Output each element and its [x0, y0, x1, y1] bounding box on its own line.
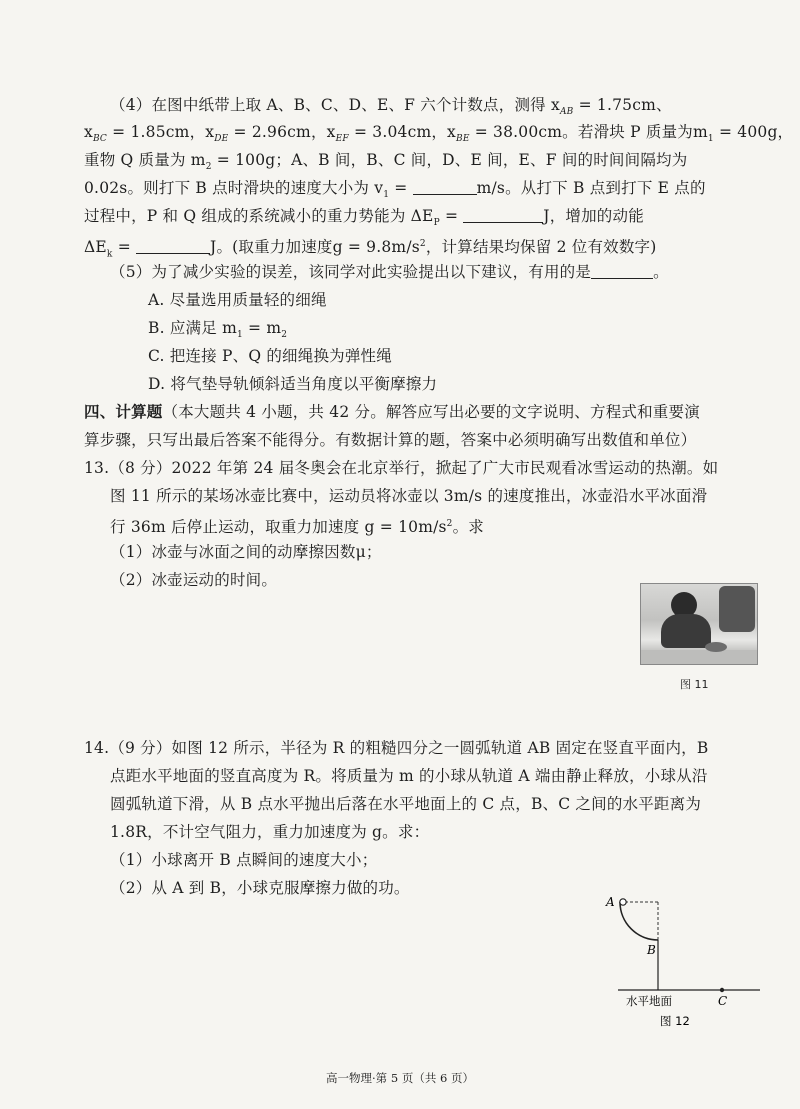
q12-option-b: B. 应满足 $m_1 = m_2$ [148, 319, 288, 341]
page-footer: 高一物理·第 5 页（共 6 页） [326, 1071, 474, 1085]
q13-line3: 行 36m 后停止运动，取重力加速度 $g = 10m/s^2$。求 [110, 518, 485, 537]
q13-sub2: （2）冰壶运动的时间。 [110, 571, 278, 589]
q12-item4-line2: $x_{BC} = 1.85cm$，$x_{DE} = 2.96cm$，$x_{EF} = 3.04cm$，$x_{BE} = 38.00cm$。若滑块 P 质量为$m_1 = 400g$， [84, 123, 794, 145]
fig12-diagram [600, 890, 770, 1030]
q12-option-c: C. 把连接 P、Q 的细绳换为弹性绳 [148, 347, 392, 365]
point-c [720, 988, 724, 992]
section-title: 四、计算题 [84, 402, 163, 421]
answer-blank-v1[interactable] [413, 178, 477, 195]
arc-track [620, 902, 658, 940]
q12-item4-line4: 0.02s。则打下 B 点时滑块的速度大小为 $v_1 = m/s$。从打下 B 点到打下 E 点的 [84, 179, 706, 201]
answer-blank-item5[interactable] [591, 262, 653, 279]
q12-item4-line6: $\Delta E_k = J$。(取重力加速度$g = 9.8m/s^2$，计算结果均保留 2 位有效数字) [84, 238, 657, 260]
q14-line2: 点距水平地面的竖直高度为 R。将质量为 m 的小球从轨道 A 端由静止释放，小球从沿 [110, 767, 708, 785]
q14-sub2: （2）从 A 到 B，小球克服摩擦力做的功。 [110, 879, 410, 897]
label-a: A [606, 895, 615, 909]
q13-line1: 13.（8 分）2022 年第 24 届冬奥会在北京举行，掀起了广大市民观看冰雪运动的热潮。如 [84, 459, 719, 477]
curling-photo [640, 583, 758, 665]
q12-item4-line5: 过程中，P 和 Q 组成的系统减小的重力势能为 $\Delta E_P = J$，增加的动能 [84, 207, 644, 229]
q13-sub1: （1）冰壶与冰面之间的动摩擦因数μ； [110, 543, 382, 561]
q12-item5-stem: （5）为了减少实验的误差，该同学对此实验提出以下建议，有用的是 。 [110, 263, 669, 281]
fig12-caption: 图 12 [660, 1014, 690, 1028]
q14-line4: 1.8R，不计空气阻力，重力加速度为 g。求： [110, 823, 430, 841]
ground-label: 水平地面 [626, 994, 672, 1008]
answer-blank-ek[interactable] [136, 237, 210, 254]
q14-sub1: （1）小球离开 B 点瞬间的速度大小； [110, 851, 378, 869]
section-desc-line2: 算步骤，只写出最后答案不能得分。有数据计算的题，答案中必须明确写出数值和单位） [84, 431, 697, 449]
fig11-caption: 图 11 [680, 678, 709, 691]
label-b: B [647, 943, 656, 957]
q12-option-a: A. 尽量选用质量轻的细绳 [148, 291, 327, 309]
label-c: C [718, 994, 728, 1008]
q14-line3: 圆弧轨道下滑，从 B 点水平抛出后落在水平地面上的 C 点，B、C 之间的水平距离为 [110, 795, 702, 813]
q12-option-d: D. 将气垫导轨倾斜适当角度以平衡摩擦力 [148, 375, 438, 393]
answer-blank-ep[interactable] [463, 206, 543, 223]
q13-line2: 图 11 所示的某场冰壶比赛中，运动员将冰壶以 3m/s 的速度推出，冰壶沿水平冰面滑 [110, 487, 708, 505]
ball [620, 899, 626, 905]
q12-item4-line3: 重物 Q 质量为 $m_2 = 100g$；A、B 间，B、C 间，D、E 间，E、F 间的时间间隔均为 [84, 151, 688, 173]
q12-item4-line1: （4）在图中纸带上取 A、B、C、D、E、F 六个计数点，测得 $x_{AB} = 1.75cm$、 [110, 96, 672, 118]
q14-line1: 14.（9 分）如图 12 所示，半径为 R 的粗糙四分之一圆弧轨道 AB 固定在竖直平面内，B [84, 739, 709, 757]
section-heading: 四、计算题（本大题共 4 小题，共 42 分。解答应写出必要的文字说明、方程式和重要演 [84, 402, 700, 421]
